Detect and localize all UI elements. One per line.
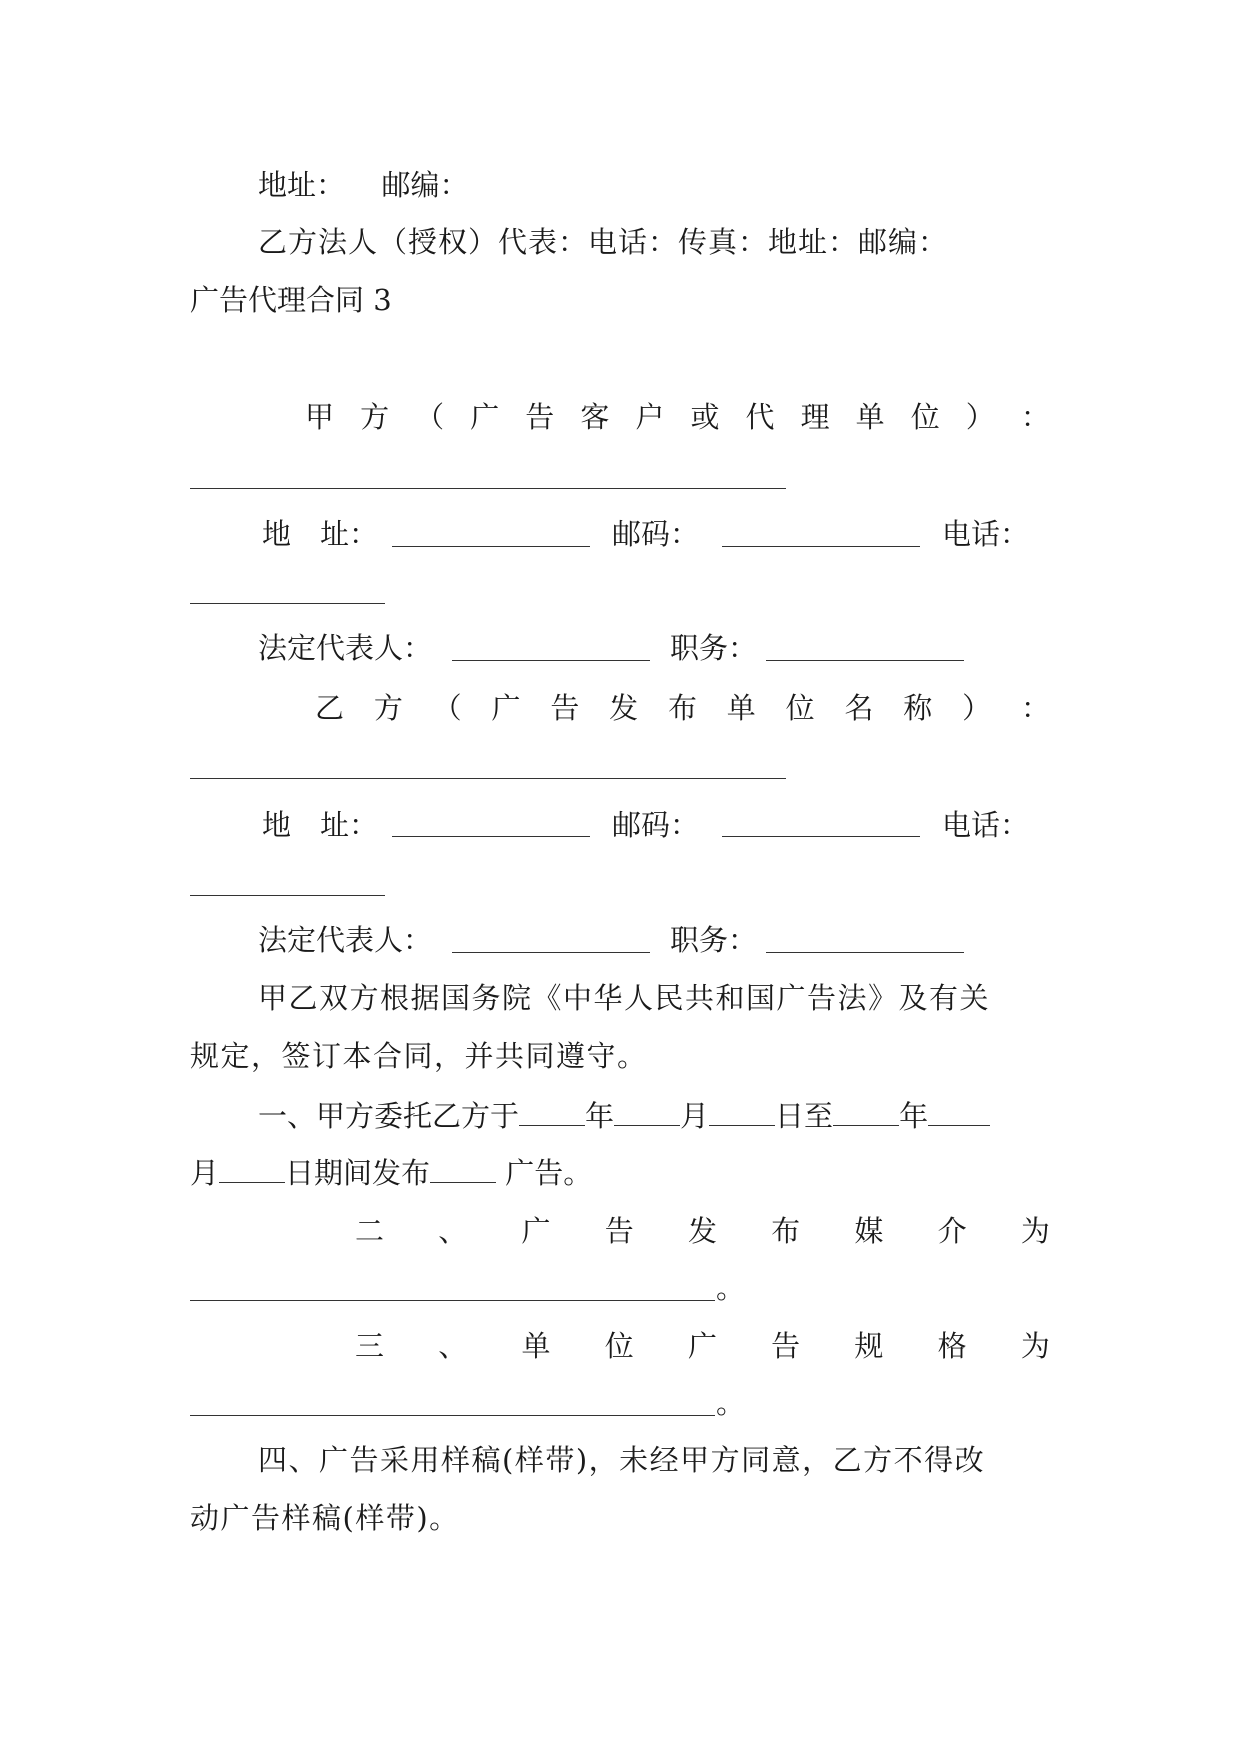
party-a-title-char: 或 — [690, 400, 720, 434]
clause-4-line-1: 四、广告采用样稿(样带)，未经甲方同意，乙方不得改 — [258, 1443, 986, 1477]
clause-2-char: 广 — [521, 1214, 551, 1248]
clause-1-period: 日期间发布 — [285, 1156, 431, 1190]
clause-1-month2: 月 — [190, 1156, 220, 1190]
clause-2-char: 为 — [1020, 1214, 1050, 1248]
party-a-position-blank — [766, 660, 964, 661]
clause-1-ad: 广告。 — [496, 1156, 593, 1190]
clause-1-month: 月 — [680, 1099, 710, 1133]
party-a-title-char: 位 — [910, 400, 940, 434]
party-b-title-char: 告 — [550, 691, 580, 725]
clause-2-char: 、 — [438, 1214, 468, 1248]
party-b-phone-label: 电话： — [942, 808, 1030, 842]
party-b-postcode-label: 邮码： — [612, 808, 700, 842]
party-b-title-char: ） — [962, 691, 992, 725]
clause-3-char: 位 — [604, 1329, 634, 1363]
party-a-title-char: 客 — [580, 400, 610, 434]
clause-1-year2: 年 — [899, 1099, 929, 1133]
party-b-title-char: 位 — [785, 691, 815, 725]
party-b-phone-blank — [190, 895, 385, 896]
clause-1-year: 年 — [585, 1099, 615, 1133]
clause-1-month-blank — [614, 1095, 680, 1126]
party-a-postcode-label: 邮码： — [612, 517, 700, 551]
party-b-rep-blank — [452, 952, 650, 953]
party-a-address-line — [262, 514, 378, 554]
clause-3-char: 三 — [355, 1329, 385, 1363]
party-b-title-char: 布 — [667, 691, 697, 725]
party-a-title-char: 代 — [745, 400, 775, 434]
party-a-postcode-blank — [722, 546, 920, 547]
clause-3-char: 单 — [521, 1329, 551, 1363]
clause-1-text: 一、甲方委托乙方于 — [258, 1099, 520, 1133]
party-a-position-label: 职务： — [670, 631, 758, 665]
party-a-title-char: ： — [1020, 400, 1050, 434]
party-b-title-char: 单 — [726, 691, 756, 725]
party-b-postcode-blank — [722, 836, 920, 837]
clause-3-char: 广 — [687, 1329, 717, 1363]
contract-heading: 广告代理合同 3 — [190, 283, 392, 317]
party-a-phone-label: 电话： — [942, 517, 1030, 551]
party-b-title-char: 方 — [373, 691, 403, 725]
party-a-phone-blank — [190, 603, 385, 604]
party-a-title-char: 户 — [635, 400, 665, 434]
clause-3-char: 、 — [438, 1329, 468, 1363]
clause-1-line-1 — [258, 1095, 990, 1136]
address-postcode-line — [258, 165, 468, 205]
clause-3-char: 格 — [937, 1329, 967, 1363]
party-b-rep-label: 法定代表人： — [258, 923, 433, 957]
party-a-title-char: （ — [415, 400, 445, 434]
postcode-label: 邮编： — [381, 168, 469, 202]
party-a-address-blank — [392, 546, 590, 547]
party-a-name-blank — [190, 488, 786, 489]
party-b-title-char: ： — [1020, 691, 1050, 725]
party-a-title — [305, 397, 1050, 437]
party-b-name-blank — [190, 778, 786, 779]
party-a-rep-label: 法定代表人： — [258, 631, 433, 665]
clause-2-char: 告 — [604, 1214, 634, 1248]
clause-3-char: 为 — [1020, 1329, 1050, 1363]
party-a-address-label: 地 址： — [262, 517, 379, 551]
party-b-position-blank — [766, 952, 964, 953]
preamble-line-2: 规定，签订本合同，并共同遵守。 — [190, 1039, 648, 1073]
party-a-title-char: 甲 — [305, 400, 335, 434]
party-a-title-char: 广 — [470, 400, 500, 434]
party-b-address-blank — [392, 836, 590, 837]
clause-1-ad-blank — [430, 1152, 496, 1183]
party-a-title-char: 理 — [800, 400, 830, 434]
clause-3-blank — [190, 1415, 715, 1416]
clause-2-char: 媒 — [854, 1214, 884, 1248]
clause-2-blank — [190, 1300, 715, 1301]
party-b-title-char: 乙 — [315, 691, 345, 725]
clause-1-day-blank — [709, 1095, 775, 1126]
address-label: 地址： — [258, 168, 346, 202]
party-a-title-char: 方 — [360, 400, 390, 434]
clause-2-char: 介 — [937, 1214, 967, 1248]
clause-2-title — [355, 1211, 1050, 1251]
party-a-rep-blank — [452, 660, 650, 661]
clause-1-year-blank — [519, 1095, 585, 1126]
clause-3-char: 规 — [854, 1329, 884, 1363]
clause-2-char: 布 — [771, 1214, 801, 1248]
clause-1-line-2 — [190, 1152, 592, 1193]
party-b-title — [315, 688, 1050, 728]
party-b-contact-line: 乙方法人（授权）代表：电话：传真：地址：邮编： — [258, 225, 949, 259]
clause-2-char: 发 — [687, 1214, 717, 1248]
party-b-title-char: 广 — [491, 691, 521, 725]
clause-2-full-stop: 。 — [716, 1271, 746, 1305]
clause-3-full-stop: 。 — [716, 1386, 746, 1420]
party-a-title-char: 单 — [855, 400, 885, 434]
clause-3-title — [355, 1326, 1050, 1366]
clause-1-year2-blank — [833, 1095, 899, 1126]
party-a-title-char: 告 — [525, 400, 555, 434]
preamble-line-1: 甲乙双方根据国务院《中华人民共和国广告法》及有关 — [258, 981, 991, 1015]
clause-1-month2-blank — [928, 1095, 990, 1126]
clause-1-day2-blank — [219, 1152, 285, 1183]
party-b-address-label: 地 址： — [262, 808, 379, 842]
party-b-title-char: 名 — [844, 691, 874, 725]
clause-1-day-to: 日至 — [775, 1099, 834, 1133]
party-b-title-char: 发 — [609, 691, 639, 725]
clause-4-line-2: 动广告样稿(样带)。 — [190, 1501, 460, 1535]
party-b-title-char: （ — [432, 691, 462, 725]
party-b-title-char: 称 — [903, 691, 933, 725]
party-a-title-char: ） — [965, 400, 995, 434]
clause-3-char: 告 — [771, 1329, 801, 1363]
clause-2-char: 二 — [355, 1214, 385, 1248]
party-b-position-label: 职务： — [670, 923, 758, 957]
